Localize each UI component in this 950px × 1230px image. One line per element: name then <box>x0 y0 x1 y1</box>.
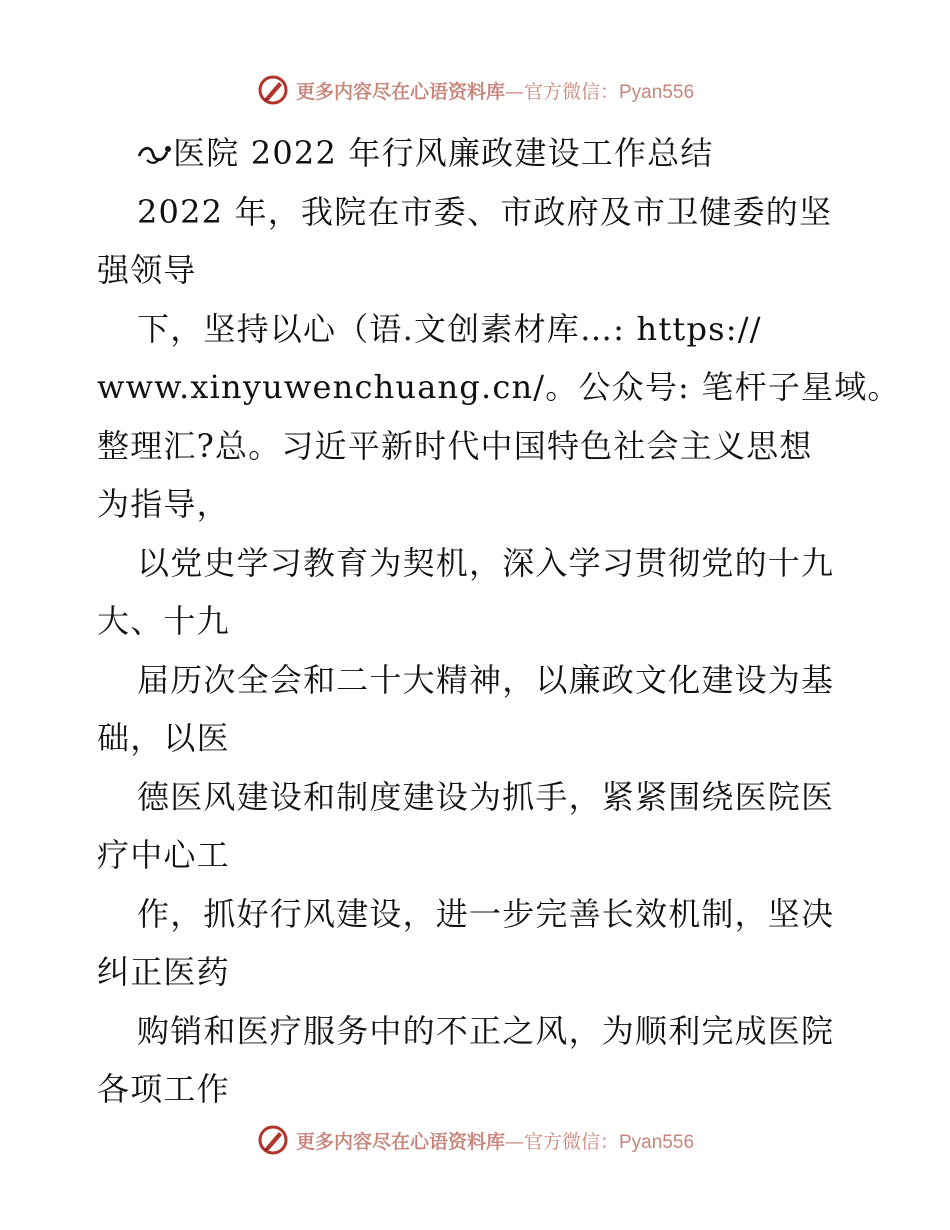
red-pen-seal-icon <box>256 1123 290 1157</box>
watermark-separator: — <box>504 1130 524 1153</box>
text-line: 各项工作 <box>97 1070 230 1108</box>
watermark-text <box>296 77 694 104</box>
red-pen-seal-icon <box>256 73 290 107</box>
text-line: 大、十九 <box>97 602 230 640</box>
text-line: 疗中心工 <box>97 836 230 874</box>
watermark-wechat-label: 官方微信： <box>523 80 619 103</box>
watermark-separator: — <box>504 80 524 103</box>
text-line: 2022 年，我院在市委、市政府及市卫健委的坚 <box>137 192 833 231</box>
ornament-flourish-icon <box>137 126 173 150</box>
watermark-site-name: 更多内容尽在心语资料库 <box>295 1130 505 1153</box>
top-watermark-banner <box>0 70 950 110</box>
text-line: 纠正医药 <box>97 953 230 991</box>
watermark-text <box>296 1127 694 1154</box>
document-title: 医院 2022 年行风廉政建设工作总结 <box>173 134 714 172</box>
text-line: 下，坚持以心（语.文创素材库…: https:// <box>137 309 762 348</box>
bottom-watermark-banner <box>0 1120 950 1160</box>
watermark-wechat-label: 官方微信： <box>523 1130 619 1153</box>
text-line: 整理汇?总。习近平新时代中国特色社会主义思想 <box>97 426 813 465</box>
watermark-wechat-id: Pyan556 <box>619 1131 695 1153</box>
document-body <box>97 124 901 1119</box>
text-line: 础，以医 <box>97 719 230 757</box>
watermark-wechat-id: Pyan556 <box>619 81 695 103</box>
text-line: www.xinyuwenchuang.cn/。公众号: 笔杆子星域。 <box>97 368 901 406</box>
text-line: 作，抓好行风建设，进一步完善长效机制，坚决 <box>137 894 835 933</box>
text-line: 届历次全会和二十大精神，以廉政文化建设为基 <box>137 660 835 699</box>
text-line: 强领导 <box>97 251 197 289</box>
text-line: 购销和医疗服务中的不正之风，为顺利完成医院 <box>137 1011 835 1050</box>
text-line: 德医风建设和制度建设为抓手，紧紧围绕医院医 <box>137 777 835 816</box>
watermark-site-name: 更多内容尽在心语资料库 <box>295 80 505 103</box>
text-line: 以党史学习教育为契机，深入学习贯彻党的十九 <box>137 543 835 582</box>
document-paragraph <box>97 183 901 1119</box>
document-title-line <box>97 124 857 183</box>
text-line: 为指导， <box>97 485 230 523</box>
